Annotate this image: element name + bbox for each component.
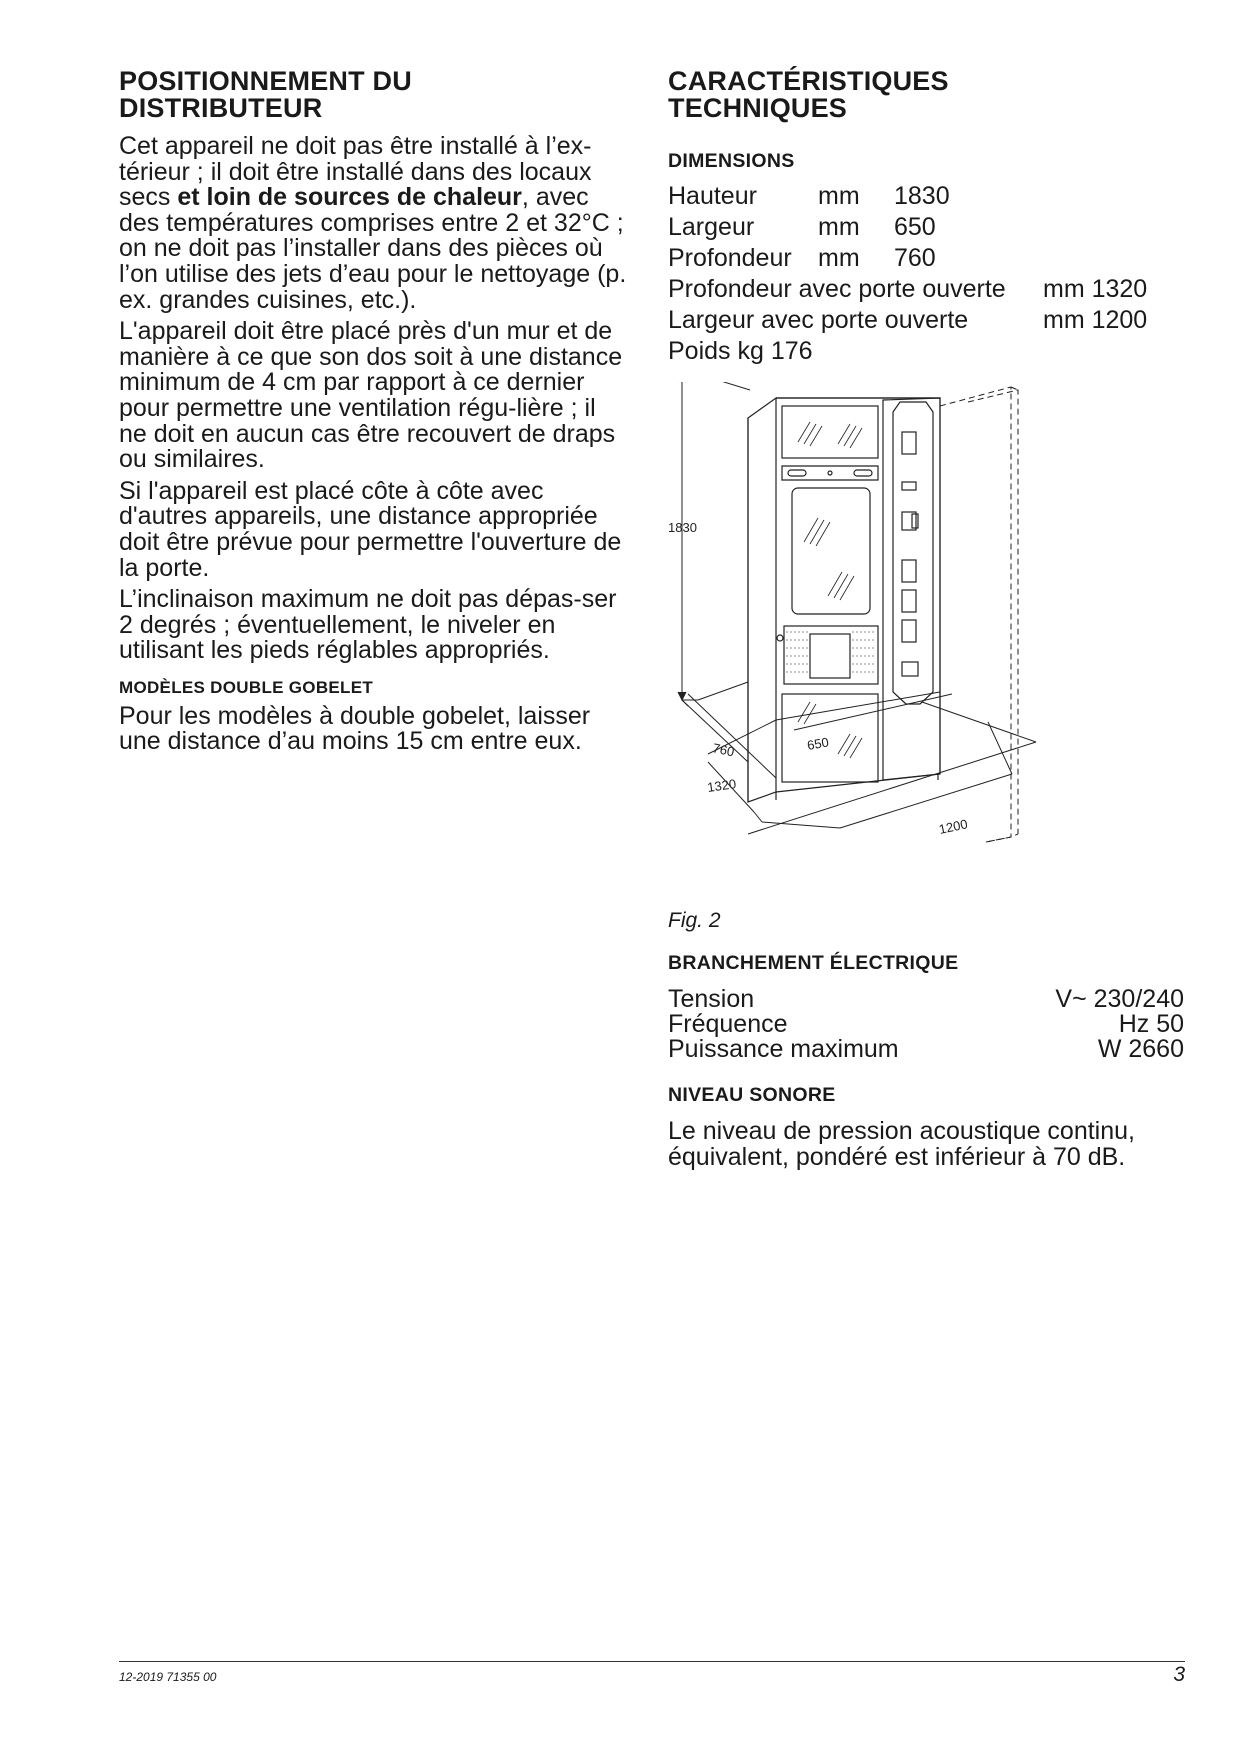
label-depth: 760 bbox=[711, 740, 736, 760]
spec-label: Fréquence bbox=[668, 1010, 788, 1038]
dimension-value: mm 1320 bbox=[1043, 275, 1148, 303]
paragraph-noise: Le niveau de pression acoustique continu, équivalent, pondéré est inférieur à 70 dB. bbox=[668, 1117, 1135, 1171]
title-line-1: CARACTÉRISTIQUES bbox=[668, 66, 949, 96]
dimension-row-width bbox=[668, 212, 1188, 243]
label-width: 650 bbox=[805, 734, 830, 753]
top-window bbox=[782, 406, 878, 458]
dimension-value: 1830 bbox=[894, 182, 950, 210]
page-number: 3 bbox=[1173, 1663, 1185, 1686]
section-title-technical bbox=[668, 68, 1188, 122]
paragraph-side-by-side: Si l'appareil est placé côte à côte avec d'autres appareils, une distance appropriée doit être prévue pour permettre l'ouverture de la porte. bbox=[119, 476, 622, 582]
vending-machine-dimension-figure bbox=[668, 382, 1168, 902]
paragraph-text: , avec des températures comprises entre 2 et 32°C ; on ne doit pas l’installer dans des pièces où l’on utilise des jets d’eau pour le nettoyage (p. ex. grandes cuisines, etc.). bbox=[119, 183, 627, 314]
dimension-row-width-open bbox=[668, 305, 1188, 336]
dimension-value: mm 1200 bbox=[1043, 306, 1148, 334]
electrical-heading: BRANCHEMENT ÉLECTRIQUE bbox=[668, 952, 959, 974]
bottom-window bbox=[782, 694, 878, 782]
spec-value: W 2660 bbox=[1097, 1035, 1184, 1063]
spec-value: Hz 50 bbox=[1118, 1010, 1184, 1038]
left-column bbox=[119, 68, 629, 761]
control-bar bbox=[782, 466, 878, 480]
label-width-open: 1200 bbox=[937, 816, 969, 837]
right-column-lower bbox=[668, 952, 1184, 1176]
dimension-label: Profondeur bbox=[668, 244, 792, 272]
paragraph-installation bbox=[119, 134, 629, 313]
title-line-2: TECHNIQUES bbox=[668, 93, 848, 123]
footer-divider bbox=[119, 1661, 1185, 1662]
dispensing-compartment bbox=[777, 626, 878, 684]
dimension-label: Profondeur avec porte ouverte bbox=[668, 275, 1006, 303]
bold-emphasis: et loin de sources de chaleur bbox=[177, 183, 522, 212]
document-code: 12-2019 71355 00 bbox=[119, 1670, 217, 1684]
dimension-lines bbox=[678, 382, 1036, 834]
dimension-row-height bbox=[668, 181, 1188, 212]
machine-feet bbox=[776, 774, 938, 800]
dimensions-heading: DIMENSIONS bbox=[668, 150, 795, 172]
dimension-label: Largeur bbox=[668, 213, 755, 241]
paragraph-text: Cet appareil ne doit pas être installé à l’ex-térieur ; il doit être installé dans des locaux secs bbox=[119, 132, 592, 212]
dimension-unit: mm bbox=[818, 182, 860, 210]
main-window bbox=[792, 488, 870, 614]
spec-label: Tension bbox=[668, 985, 755, 1013]
machine-body bbox=[748, 398, 940, 802]
dimension-unit: mm bbox=[818, 213, 860, 241]
dimension-row-depth-open bbox=[668, 274, 1188, 305]
noise-heading: NIVEAU SONORE bbox=[668, 1084, 836, 1106]
door-controls bbox=[893, 402, 933, 704]
dimension-label: Largeur avec porte ouverte bbox=[668, 306, 969, 334]
right-column bbox=[668, 68, 1188, 367]
spec-row-voltage bbox=[668, 987, 1184, 1012]
dimension-row-depth bbox=[668, 243, 1188, 274]
spec-label: Puissance maximum bbox=[668, 1035, 899, 1063]
open-door-dashed-outline bbox=[937, 387, 1018, 842]
dimension-value: 760 bbox=[894, 244, 936, 272]
section-title-positioning bbox=[119, 68, 629, 122]
paragraph-wall-distance: L'appareil doit être placé près d'un mur et de manière à ce que son dos soit à une distance minimum de 4 cm par rapport à ce dernier pour permettre une ventilation régu-lière ; il ne doit en aucun cas être recouvert de draps ou similaires. bbox=[119, 317, 623, 474]
double-cup-heading: MODÈLES DOUBLE GOBELET bbox=[119, 677, 374, 697]
dimension-unit: mm bbox=[818, 244, 860, 272]
paragraph-inclination: L’inclinaison maximum ne doit pas dépas-ser 2 degrés ; éventuellement, le niveler en utilisant les pieds réglables appropriés. bbox=[119, 585, 617, 665]
title-line-2: DISTRIBUTEUR bbox=[119, 93, 323, 123]
label-height: 1830 bbox=[668, 520, 697, 535]
dimension-row-weight: Poids kg 176 bbox=[668, 337, 813, 365]
spec-row-frequency bbox=[668, 1012, 1184, 1037]
paragraph-double-cup: Pour les modèles à double gobelet, laisser une distance d’au moins 15 cm entre eux. bbox=[119, 701, 591, 756]
spec-value: V~ 230/240 bbox=[1055, 985, 1184, 1013]
dimension-value: 650 bbox=[894, 213, 936, 241]
title-line-1: POSITIONNEMENT DU bbox=[119, 66, 412, 96]
figure-caption: Fig. 2 bbox=[668, 909, 721, 932]
label-depth-open: 1320 bbox=[706, 776, 738, 795]
dimension-label: Hauteur bbox=[668, 182, 757, 210]
spec-row-power bbox=[668, 1037, 1184, 1062]
